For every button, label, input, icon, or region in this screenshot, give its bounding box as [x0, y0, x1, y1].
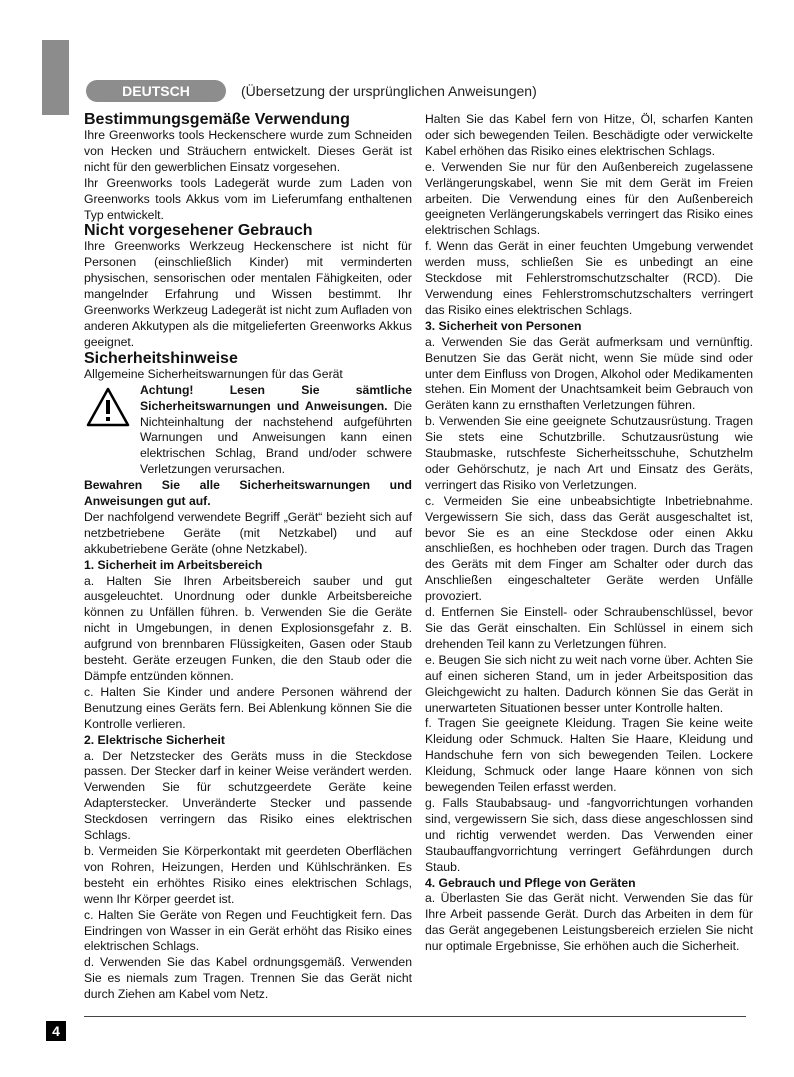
- paragraph: b. Verwenden Sie eine geeignete Schutzausrüstung. Tragen Sie stets eine Schutzbrille. Schutzausrüstung wie Staubmaske, rutschfeste Sicherheitsschuhe, Schutzhelm oder Gehörschutz, je nach Art und Einsatz des Geräts, verringert das Risiko von Verletzungen.: [425, 414, 753, 492]
- paragraph: e. Verwenden Sie nur für den Außenbereich zugelassene Verlängerungskabel, wenn Sie mit dem Gerät im Freien arbeiten. Die Verwendung eines für den Außenbereich geeigneten Verlängerungskabels verringert das Risiko eines elektrischen Schlags.: [425, 159, 753, 238]
- paragraph: c. Halten Sie Kinder und andere Personen während der Benutzung eines Geräts fern. Bei Ablenkung können Sie die Kontrolle verlieren.: [84, 684, 412, 731]
- left-column: [84, 112, 412, 1003]
- heading-intended-use: Bestimmungsgemäße Verwendung: [84, 111, 350, 128]
- paragraph: d. Verwenden Sie das Kabel ordnungsgemäß. Verwenden Sie es niemals zum Tragen. Trennen Sie das Gerät nicht durch Ziehen am Kabel vom Netz.: [84, 955, 412, 1002]
- paragraph: f. Wenn das Gerät in einer feuchten Umgebung verwendet werden muss, schließen Sie es unbedingt an eine Steckdose mit Fehlerstromschutzschalter (RCD). Die Verwendung eines Fehlerstromschutzschalters verringert das Risiko eines elektrischen Schlags.: [425, 239, 753, 317]
- paragraph: a. Halten Sie Ihren Arbeitsbereich sauber und gut ausgeleuchtet. Unordnung oder dunkle Arbeitsbereiche können zu Unfällen führen. b. Verwenden Sie die Geräte nicht in Umgebungen, in denen Explosionsgefahr z. B. aufgrund von brennbaren Flüssigkeiten, Gasen oder Staub besteht. Geräte erzeugen Funken, die den Staub oder die Dämpfe entzünden können.: [84, 573, 412, 683]
- paragraph: c. Vermeiden Sie eine unbeabsichtigte Inbetriebnahme. Vergewissern Sie sich, dass das Gerät ausgeschaltet ist, bevor Sie es an eine Steckdose oder einen Akku anschließen, es hochheben oder tragen. Durch das Tragen des Geräts mit dem Finger am Schalter oder durch das Anschließen eingeschalteter Geräte werden Unfälle provoziert.: [425, 493, 753, 604]
- heading-personal-safety: 3. Sicherheit von Personen: [425, 318, 582, 333]
- heading-unintended-use: Nicht vorgesehener Gebrauch: [84, 222, 313, 240]
- keep-instructions: Bewahren Sie alle Sicherheitswarnungen und Anweisungen gut auf.: [84, 478, 412, 509]
- paragraph: a. Der Netzstecker des Geräts muss in die Steckdose passen. Der Stecker darf in keiner Weise verändert werden. Verwenden Sie für schutzgeerdete Geräte keine Adapterstecker. Unveränderte Stecker und passende Steckdosen verringern das Risiko eines elektrischen Schlags.: [84, 748, 412, 843]
- paragraph: a. Überlasten Sie das Gerät nicht. Verwenden Sie das für Ihre Arbeit passende Gerät. Durch das Arbeiten in dem für das Gerät angegebenen Leistungsbereich erzielen Sie nicht nur optimale Ergebnisse, Sie erhöhen auch die Sicherheit.: [425, 891, 753, 954]
- right-column: [425, 112, 753, 955]
- paragraph: f. Tragen Sie geeignete Kleidung. Tragen Sie keine weite Kleidung oder Schmuck. Halten Sie Haare, Kleidung und Handschuhe fern von sich bewegenden Teilen. Lockere Kleidung, Schmuck oder lange Haare können von sich bewegenden Teilen erfasst werden.: [425, 716, 753, 795]
- warning-triangle-icon: [86, 387, 130, 427]
- paragraph: d. Entfernen Sie Einstell- oder Schraubenschlüssel, bevor Sie das Gerät einschalten. Ein Schlüssel in einem sich drehenden Teil kann zu Verletzungen führen.: [425, 605, 753, 651]
- translation-note: (Übersetzung der ursprünglichen Anweisungen): [241, 83, 537, 99]
- paragraph: Allgemeine Sicherheitswarnungen für das Gerät: [84, 366, 343, 381]
- warning-text: [140, 383, 412, 478]
- warning-block: [84, 383, 412, 478]
- warning-bold: Achtung! Lesen Sie sämtliche Sicherheitswarnungen und Anweisungen.: [140, 382, 412, 413]
- paragraph: Ihre Greenworks tools Heckenschere wurde zum Schneiden von Hecken und Sträuchern entwickelt. Dieses Gerät ist nicht für den gewerblichen Einsatz vorgesehen.: [84, 128, 412, 174]
- warning-body: Die Nichteinhaltung der nachstehend aufgeführten Warnungen und Anweisungen kann einen elektrischen Schlag, Brand und/oder schwere Verletzungen verursachen.: [140, 398, 412, 477]
- paragraph: Ihre Greenworks Werkzeug Heckenschere ist nicht für Personen (einschließlich Kinder) mit verminderten physischen, sensorischen oder mentalen Fähigkeiten, oder mangelnder Erfahrung und Wissen bestimmt. Ihr Greenworks Werkzeug Ladegerät ist nicht zum Aufladen von anderen Akkutypen als die mitgelieferten Greenworks Akkus geeignet.: [84, 239, 412, 349]
- heading-electrical: 2. Elektrische Sicherheit: [84, 732, 225, 747]
- paragraph: Der nachfolgend verwendete Begriff „Gerät“ bezieht sich auf netzbetriebene Geräte (mit Netzkabel) und auf akkubetriebene Geräte (ohne Netzkabel).: [84, 509, 412, 556]
- paragraph: c. Halten Sie Geräte von Regen und Feuchtigkeit fern. Das Eindringen von Wasser in ein Gerät erhöht das Risiko eines elektrischen Schlags.: [84, 907, 412, 954]
- heading-use-and-care: 4. Gebrauch und Pflege von Geräten: [425, 875, 636, 890]
- footer-rule: [84, 1016, 746, 1017]
- page-number: 4: [46, 1021, 66, 1041]
- heading-work-area: 1. Sicherheit im Arbeitsbereich: [84, 557, 263, 572]
- paragraph: e. Beugen Sie sich nicht zu weit nach vorne über. Achten Sie auf einen sicheren Stand, um in jeder Arbeitsposition das Gleichgewicht zu halten. Dadurch können Sie das Gerät in unerwarteten Situationen besser unter Kontrolle halten.: [425, 652, 753, 715]
- heading-safety: Sicherheitshinweise: [84, 349, 238, 367]
- paragraph: b. Vermeiden Sie Körperkontakt mit geerdeten Oberflächen von Rohren, Heizungen, Herden und Kühlschränken. Es besteht ein erhöhtes Risiko eines elektrischen Schlags, wenn Ihr Körper geerdet ist.: [84, 843, 412, 906]
- paragraph: a. Verwenden Sie das Gerät aufmerksam und vernünftig. Benutzen Sie das Gerät nicht, wenn Sie müde sind oder unter dem Einfluss von Drogen, Alkohol oder Medikamenten stehen. Ein Moment der Unachtsamkeit beim Gebrauch von Geräten kann zu ernsthaften Verletzungen führen.: [425, 334, 753, 413]
- language-badge: DEUTSCH: [86, 80, 226, 102]
- section-tab: [42, 40, 69, 115]
- paragraph: Halten Sie das Kabel fern von Hitze, Öl, scharfen Kanten oder sich bewegenden Teilen. Beschädigte oder verwickelte Kabel erhöhen das Risiko eines elektrischen Schlags.: [425, 112, 753, 158]
- paragraph: Ihr Greenworks tools Ladegerät wurde zum Laden von Greenworks tools Akkus vom im Lieferumfang enthaltenen Typ entwickelt.: [84, 175, 412, 222]
- paragraph: g. Falls Staubabsaug- und -fangvorrichtungen vorhanden sind, vergewissern Sie sich, dass diese angeschlossen sind und richtig verwendet werden. Das Verwenden einer Staubauffangvorrichtung verringert Gefährdungen durch Staub.: [425, 795, 753, 874]
